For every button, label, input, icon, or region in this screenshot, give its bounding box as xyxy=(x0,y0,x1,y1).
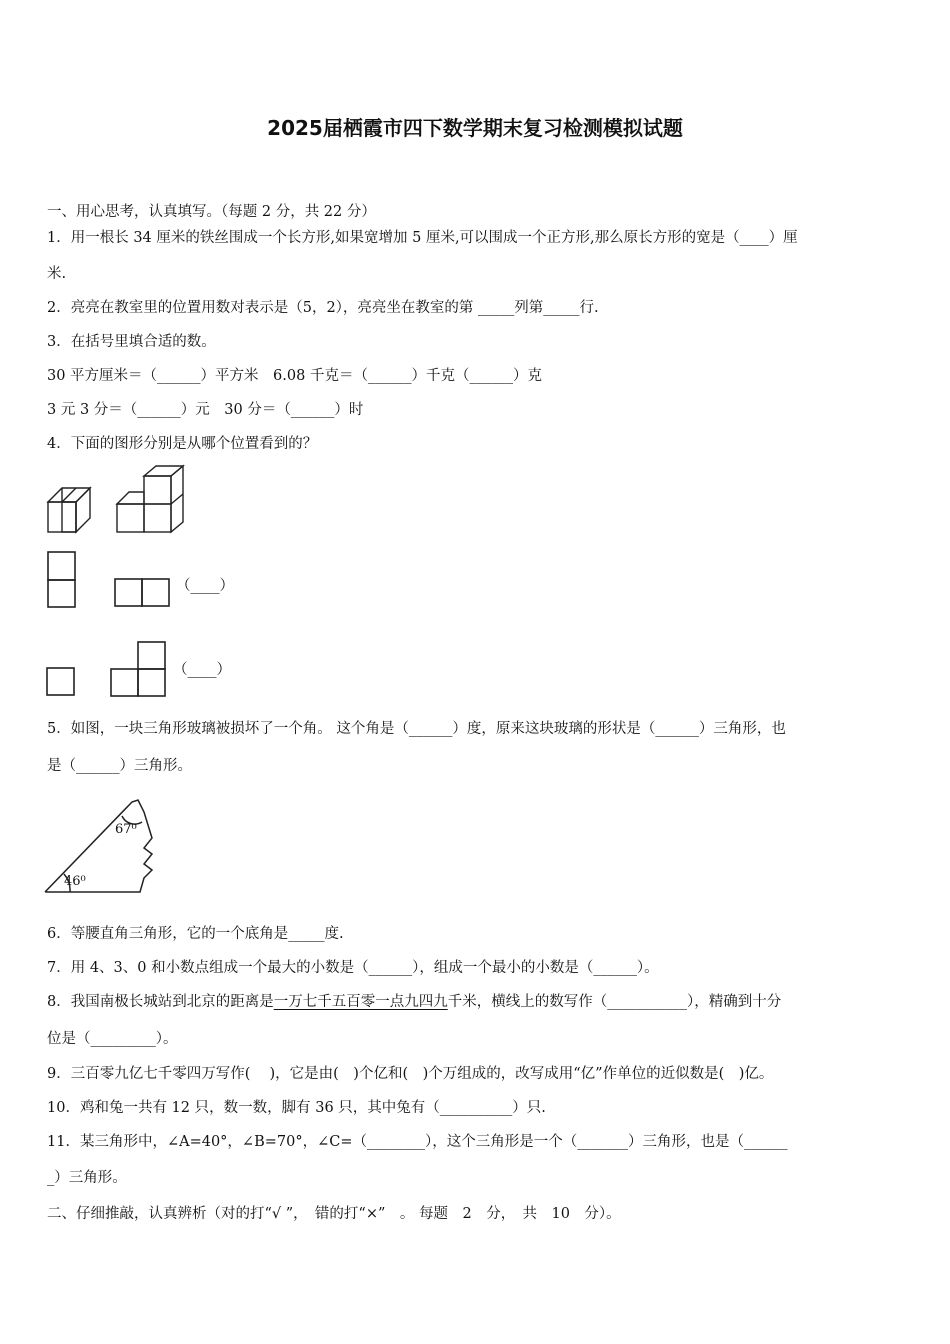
view-l-shape-three-squares xyxy=(109,640,169,700)
question-4-stem: 4．下面的图形分别是从哪个位置看到的？ xyxy=(47,436,318,452)
question-8-underlined-number: 一万七千五百零一点九四九 xyxy=(273,994,448,1010)
question-5-line-2: 是（______）三角形。 xyxy=(47,758,192,774)
question-6: 6．等腰直角三角形，它的一个底角是_____度. xyxy=(47,926,344,942)
broken-triangle-figure xyxy=(42,798,162,898)
question-11-line-1: 11．某三角形中，∠A=40°，∠B=70°，∠C=（________），这个三角形是一个（_______）三角形，也是（______ xyxy=(47,1134,788,1150)
question-2: 2．亮亮在教室里的位置用数对表示是（5，2），亮亮坐在教室的第 _____列第_____行. xyxy=(47,300,599,316)
view-wide-two-squares xyxy=(113,576,173,610)
section-2-heading: 二、仔细推敲，认真辨析（对的打“√ ”， 错的打“×” 。 每题 2 分， 共 10 分）。 xyxy=(47,1206,621,1222)
page-title: 2025届栖霞市四下数学期末复习检测模拟试题 xyxy=(267,116,683,140)
question-5-line-1: 5．如图，一块三角形玻璃被损坏了一个角。 这个角是（______）度，原来这块玻璃的形状是（______）三角形，也 xyxy=(47,721,786,737)
question-3-stem: 3．在括号里填合适的数。 xyxy=(47,334,216,350)
cube-figure-large xyxy=(114,466,194,538)
question-1-line-2: 米. xyxy=(47,266,67,282)
question-8-line-1 xyxy=(47,992,781,1012)
question-1-line-1: 1．用一根长 34 厘米的铁丝围成一个长方形,如果宽增加 5 厘米,可以围成一个正方形,那么原长方形的宽是（____）厘 xyxy=(47,230,798,246)
cube-figure-small xyxy=(44,482,104,537)
question-8-suffix: 千米，横线上的数写作（___________），精确到十分 xyxy=(447,994,782,1010)
question-4-blank-2: （____） xyxy=(173,662,231,678)
question-7: 7．用 4、3、0 和小数点组成一个最大的小数是（______），组成一个最小的小数是（______）。 xyxy=(47,960,659,976)
question-4-blank-1: （____） xyxy=(176,578,234,594)
angle-label-46: 46⁰ xyxy=(64,874,86,889)
question-3-line-2: 3 元 3 分＝（______）元 30 分＝（______）时 xyxy=(47,402,364,418)
question-8-line-2: 位是（_________）。 xyxy=(47,1031,178,1047)
view-tall-two-squares xyxy=(46,550,78,610)
angle-label-67: 67⁰ xyxy=(115,822,137,837)
question-11-line-2: _）三角形。 xyxy=(47,1170,127,1186)
question-10: 10．鸡和兔一共有 12 只，数一数，脚有 36 只，其中兔有（__________）只. xyxy=(47,1100,546,1116)
question-3-line-1: 30 平方厘米＝（______）平方米 6.08 千克＝（______）千克（______）克 xyxy=(47,368,542,384)
question-8-prefix: 8．我国南极长城站到北京的距离是 xyxy=(47,994,274,1010)
view-single-square xyxy=(45,666,77,698)
question-9: 9．三百零九亿七千零四万写作( )，它是由( )个亿和( )个万组成的，改写成用“亿”作单位的近似数是( )亿。 xyxy=(47,1066,774,1082)
section-1-heading: 一、用心思考，认真填写。（每题 2 分，共 22 分） xyxy=(47,204,376,220)
